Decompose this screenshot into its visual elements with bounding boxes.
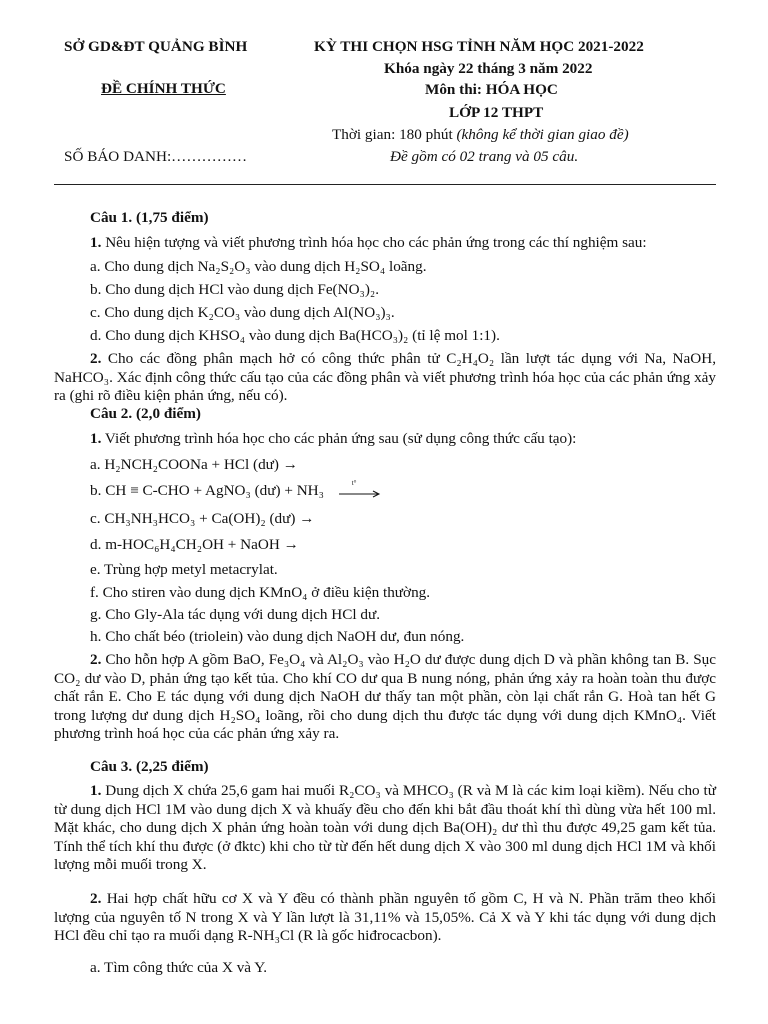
part-number: 2. [90, 890, 102, 907]
exam-time [332, 126, 629, 145]
question-1-item-d: d. Cho dung dịch KHSO₄ vào dung dịch Ba(HCO₃)₂ (tỉ lệ mol 1:1). [90, 327, 500, 344]
question-2-item-d: d. m-HOC₆H₄CH₂OH + NaOH → [90, 536, 299, 553]
question-3-part-1 [54, 782, 716, 875]
part-number: 1. [90, 234, 102, 251]
question-1-item-a: a. Cho dung dịch Na₂S₂O₃ vào dung dịch H₂SO₄ loãng. [90, 258, 427, 275]
question-2-item-c: c. CH₃NH₃HCO₃ + Ca(OH)₂ (dư) → [90, 510, 315, 527]
question-2-item-h: h. Cho chất béo (triolein) vào dung dịch NaOH dư, đun nóng. [90, 628, 465, 645]
question-2-item-e: e. Trùng hợp metyl metacrylat. [90, 561, 278, 578]
pages-note: Đề gồm có 02 trang và 05 câu. [390, 148, 579, 165]
exam-time-main: Thời gian: 180 phút [332, 126, 457, 143]
exam-date: Khóa ngày 22 tháng 3 năm 2022 [384, 60, 593, 77]
candidate-number: SỐ BÁO DANH:…………… [64, 148, 248, 165]
part-number: 1. [90, 430, 102, 447]
question-2-item-b [90, 478, 382, 501]
question-3-item-a: a. Tìm công thức của X và Y. [90, 959, 268, 976]
part-number: 2. [90, 651, 102, 668]
question-2-item-g: g. Cho Gly-Ala tác dụng với dung dịch HCl dư. [90, 606, 381, 623]
question-1-item-b: b. Cho dung dịch HCl vào dung dịch Fe(NO₃)₂. [90, 281, 380, 298]
reaction-text: b. CH ≡ C-CHO + AgNO₃ (dư) + NH₃ [90, 482, 324, 499]
question-2-item-f: f. Cho stiren vào dung dịch KMnO₄ ở điều kiện thường. [90, 584, 431, 601]
part-number: 1. [90, 782, 102, 799]
exam-grade: LỚP 12 THPT [449, 104, 544, 121]
part-text: Viết phương trình hóa học cho các phản ứng sau (sử dụng công thức cấu tạo): [101, 430, 577, 447]
part-text: Nêu hiện tượng và viết phương trình hóa học cho các phản ứng trong các thí nghiệm sau: [101, 234, 647, 251]
question-2-item-a: a. H₂NCH₂COONa + HCl (dư) → [90, 456, 298, 473]
exam-subject: Môn thi: HÓA HỌC [425, 81, 558, 98]
question-2-title: Câu 2. (2,0 điểm) [90, 405, 201, 422]
part-text: Dung dịch X chứa 25,6 gam hai muối R₂CO₃ và MHCO₃ (R và M là các kim loại kiềm). Nếu cho từ từ dung dịch HCl 1M vào dung dịch X và khuấy đều cho đến khi bắt đầu thoát khí thì dùng vừa hết 100 ml. Mặt khác, cho dung dịch X phản ứng hoàn toàn với dung dịch Ba(OH)₂ dư thì thu được 49,25 gam kết tủa. Tính thể tích khí thu được (ở đktc) khi cho từ từ đến hết dung dịch X vào 300 ml dung dịch HCl 1M và khối lượng mỗi muối trong X. [54, 782, 716, 874]
question-3-part-2 [54, 890, 716, 946]
exam-title: KỲ THI CHỌN HSG TỈNH NĂM HỌC 2021-2022 [314, 38, 644, 55]
question-2-part-2 [54, 651, 716, 744]
question-3-title: Câu 3. (2,25 điểm) [90, 758, 209, 775]
official-label: ĐỀ CHÍNH THỨC [101, 80, 226, 97]
question-2-part-1 [90, 430, 576, 449]
part-text: Cho hỗn hợp A gồm BaO, Fe₃O₄ và Al₂O₃ vào H₂O dư được dung dịch D và phần không tan B. Sục CO₂ dư vào D, phản ứng tạo kết tủa. Cho khí CO dư qua B nung nóng, phản ứng xảy ra hoàn toàn thu được chất rắn E. Cho E tác dụng với dung dịch NaOH dư thấy tan một phần, còn lại chất rắn G. Hoà tan hết G trong lượng dư dung dịch H₂SO₄ loãng, rồi cho dung dịch thu được tác dụng với dung dịch KMnO₄. Viết phương trình hoá học của các phản ứng xảy ra. [54, 651, 716, 743]
department-name: SỞ GD&ĐT QUẢNG BÌNH [64, 38, 248, 55]
exam-time-note: (không kể thời gian giao đề) [456, 126, 629, 143]
part-number: 2. [90, 350, 102, 367]
question-1-part-1 [90, 234, 647, 253]
question-1-part-2 [54, 350, 716, 406]
question-1-title: Câu 1. (1,75 điểm) [90, 209, 209, 226]
arrow-with-condition-icon [338, 478, 382, 499]
question-1-item-c: c. Cho dung dịch K₂CO₃ vào dung dịch Al(NO₃)₃. [90, 304, 395, 321]
part-text: Cho các đồng phân mạch hở có công thức phân tử C₂H₄O₂ lần lượt tác dụng với Na, NaOH, NaHCO₃. Xác định công thức cấu tạo của các đồng phân và viết phương trình hóa học của các phản ứng xảy ra (ghi rõ điều kiện phản ứng, nếu có). [54, 350, 716, 405]
part-text: Hai hợp chất hữu cơ X và Y đều có thành phần nguyên tố gồm C, H và N. Phần trăm theo khối lượng của nguyên tố N trong X và Y lần lượt là 31,11% và 15,05%. Cả X và Y khi tác dụng với dung dịch HCl đều chỉ tạo ra muối dạng R-NH₃Cl (R là gốc hiđrocacbon). [54, 890, 716, 945]
condition-label: t° [351, 478, 357, 487]
header-divider [54, 184, 716, 185]
